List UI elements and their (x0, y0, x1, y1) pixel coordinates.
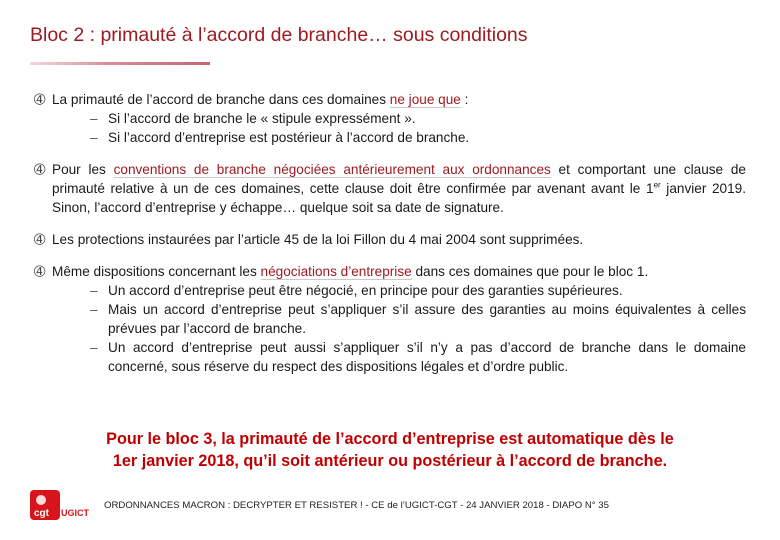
logo-cgt-text: cgt (34, 508, 49, 519)
dash-icon: – (90, 283, 98, 298)
logo-circle (36, 495, 46, 505)
bullet-1-highlight: ne joue que (389, 92, 461, 107)
sub-item (52, 109, 746, 128)
title-underline (30, 62, 210, 65)
sub-item (52, 281, 746, 300)
sub-item (52, 128, 746, 147)
dash-icon: – (90, 340, 98, 355)
circled-arrow-icon: ➃ (34, 162, 46, 177)
bullet-2-highlight: conventions de branche négociées antérieurement aux ordonnances (113, 162, 551, 177)
dash-icon: – (90, 302, 98, 317)
dash-icon: – (90, 130, 98, 145)
bullet-1-text-after: : (460, 92, 469, 107)
bullet-1-sublist (52, 109, 746, 147)
bullet-4-text-before: Même dispositions concernant les (52, 264, 261, 279)
bullet-4-highlight: négociations d’entreprise (260, 264, 412, 279)
slide-title: Bloc 2 : primauté à l’accord de branche… sous conditions (30, 24, 528, 46)
dash-icon: – (90, 111, 98, 126)
bullet-4-sublist (52, 281, 746, 376)
sub-item-text: Si l’accord de branche le « stipule expressément ». (108, 111, 416, 126)
cgt-ugict-logo (28, 486, 102, 526)
sub-item (52, 300, 746, 338)
bullet-2-superscript: er (653, 180, 661, 190)
sub-item (52, 338, 746, 376)
conclusion-line-2: 1er janvier 2018, qu’il soit antérieur ou postérieur à l’accord de branche. (112, 452, 668, 470)
bullet-3-text: Les protections instaurées par l’article 45 de la loi Fillon du 4 mai 2004 sont supprimées. (52, 232, 584, 247)
bullet-item-4 (34, 262, 746, 376)
bullet-2-text-before: Pour les (52, 162, 114, 177)
conclusion-line-1: Pour le bloc 3, la primauté de l’accord d’entreprise est automatique dès le (106, 430, 674, 448)
logo-ugict-text: UGICT (61, 508, 89, 518)
sub-item-text: Si l’accord d’entreprise est postérieur à l’accord de branche. (108, 130, 470, 145)
circled-arrow-icon: ➃ (34, 264, 46, 279)
bullet-item-2 (34, 160, 746, 217)
conclusion (60, 428, 720, 472)
sub-item-text: Un accord d’entreprise peut aussi s’appliquer s’il n’y a pas d’accord de branche dans le domaine concerné, sous réserve du respect des dispositions légales et d’ordre public. (108, 340, 746, 374)
circled-arrow-icon: ➃ (34, 232, 46, 247)
footer-text: ORDONNANCES MACRON : DECRYPTER ET RESISTER ! - CE de l’UGICT-CGT - 24 JANVIER 2018 - DIAPO N° 35 (104, 500, 609, 511)
bullet-1-text-before: La primauté de l’accord de branche dans ces domaines (52, 92, 390, 107)
bullet-2-text-after-2: janvier 2019. Sinon, l’accord d’entreprise y échappe… quelque soit sa date de signature. (52, 181, 746, 215)
bullet-4-text-after: dans ces domaines que pour le bloc 1. (411, 264, 649, 279)
bullet-item-1 (34, 90, 746, 147)
circled-arrow-icon: ➃ (34, 92, 46, 107)
bullet-2-text-after-1: et comportant une clause de primauté relative à un de ces domaines, cette clause doit être confirmée par avenant avant le 1 (52, 162, 746, 196)
bullet-list (34, 90, 746, 389)
bullet-item-3 (34, 230, 746, 249)
sub-item-text: Mais un accord d’entreprise peut s’appliquer s’il assure des garanties au moins équivalentes à celles prévues par l’accord de branche. (108, 302, 746, 336)
sub-item-text: Un accord d’entreprise peut être négocié, en principe pour des garanties supérieures. (108, 283, 623, 298)
